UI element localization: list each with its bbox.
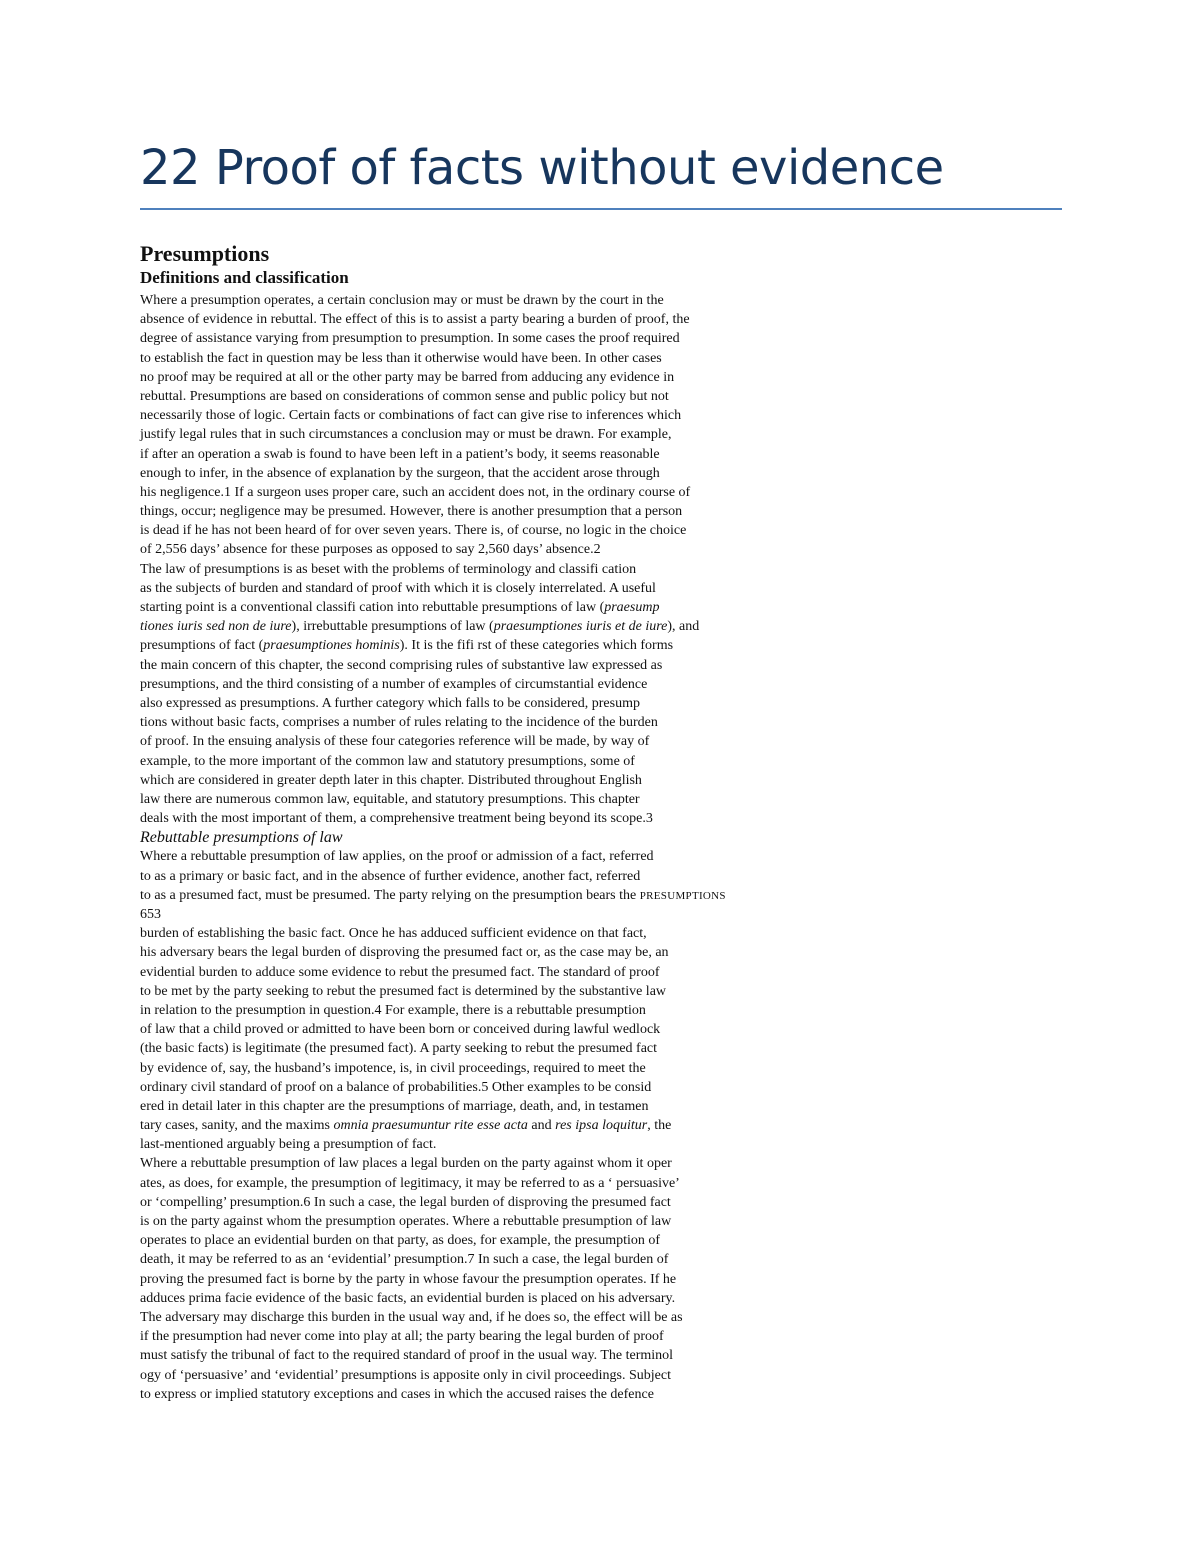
text-line: degree of assistance varying from presumption to presumption. In some cases the proof required [140,331,680,347]
text-line: his adversary bears the legal burden of disproving the presumed fact or, as the case may be, an [140,945,669,961]
text-line: Where a rebuttable presumption of law applies, on the proof or admission of a fact, referred [140,849,654,865]
text-line: things, occur; negligence may be presumed. However, there is another presumption that a person [140,504,683,520]
text-line: to express or implied statutory exceptions and cases in which the accused raises the defence [140,1386,654,1402]
text-line: enough to infer, in the absence of explanation by the surgeon, that the accident arose through [140,465,660,481]
text-line: by evidence of, say, the husband’s impotence, is, in civil proceedings, required to meet the [140,1060,646,1076]
text-line: tiones iuris sed non de iure), irrebuttable presumptions of law (praesumptiones iuris et de iure), and [140,619,700,635]
text-line: no proof may be required at all or the other party may be barred from adducing any evidence in [140,369,675,385]
section-heading: Presumptions [140,241,270,266]
text-line: in relation to the presumption in question.4 For example, there is a rebuttable presumption [140,1002,646,1018]
subheading-rebuttable-presumptions: Rebuttable presumptions of law [140,829,343,847]
text-line: must satisfy the tribunal of fact to the required standard of proof in the usual way. The terminol [140,1348,674,1364]
text-line: ered in detail later in this chapter are the presumptions of marriage, death, and, in testamen [140,1098,649,1114]
text-line: justify legal rules that in such circumstances a conclusion may or must be drawn. For example, [140,427,672,443]
text-line: ordinary civil standard of proof on a balance of probabilities.5 Other examples to be consid [140,1079,652,1095]
text-line: law there are numerous common law, equitable, and statutory presumptions. This chapter [140,791,640,807]
text-line: presumptions of fact (praesumptiones hominis). It is the fifi rst of these categories which forms [140,638,674,654]
page-number: 653 [140,907,161,922]
text-line: example, to the more important of the common law and statutory presumptions, some of [140,753,635,769]
text-line: which are considered in greater depth later in this chapter. Distributed throughout English [140,772,642,788]
text-line: The adversary may discharge this burden in the usual way and, if he does so, the effect will be as [140,1309,683,1325]
text-line: of law that a child proved or admitted to have been born or conceived during lawful wedlock [140,1022,661,1038]
text-line: to as a primary or basic fact, and in the absence of further evidence, another fact, referred [140,868,641,884]
text-line: presumptions, and the third consisting of a number of examples of circumstantial evidence [140,676,648,692]
text-line: tary cases, sanity, and the maxims omnia praesumuntur rite esse acta and res ipsa loquitur, the [140,1118,672,1134]
text-line: ates, as does, for example, the presumption of legitimacy, it may be referred to as a ‘ persuasive’ [140,1175,680,1191]
text-line: starting point is a conventional classifi cation into rebuttable presumptions of law (praesump [140,600,660,615]
text-line: tions without basic facts, comprises a number of rules relating to the incidence of the burden [140,715,658,731]
text-line: death, it may be referred to as an ‘evidential’ presumption.7 In such a case, the legal burden of [140,1252,669,1268]
text-line: if the presumption had never come into play at all; the party bearing the legal burden of proof [140,1329,664,1345]
text-line: adduces prima facie evidence of the basic facts, an evidential burden is placed on his adversary. [140,1290,676,1306]
text-line: evidential burden to adduce some evidence to rebut the presumed fact. The standard of proof [140,964,660,980]
text-line: to be met by the party seeking to rebut the presumed fact is determined by the substantive law [140,983,667,999]
text-line: of 2,556 days’ absence for these purposes as opposed to say 2,560 days’ absence.2 [140,542,601,558]
text-line: as the subjects of burden and standard of proof with which it is closely interrelated. A useful [140,580,656,596]
text-line: or ‘compelling’ presumption.6 In such a case, the legal burden of disproving the presumed fact [140,1194,671,1210]
text-line: is dead if he has not been heard of for over seven years. There is, of course, no logic in the choice [140,523,687,539]
text-line: Where a rebuttable presumption of law places a legal burden on the party against whom it oper [140,1156,672,1172]
text-line: also expressed as presumptions. A further category which falls to be considered, presump [140,695,640,711]
text-line: his negligence.1 If a surgeon uses proper care, such an accident does not, in the ordinary course of [140,484,691,500]
text-line: deals with the most important of them, a comprehensive treatment being beyond its scope.3 [140,811,653,827]
text-line: of proof. In the ensuing analysis of these four categories reference will be made, by way of [140,734,650,750]
text-line: absence of evidence in rebuttal. The effect of this is to assist a party bearing a burden of proof, the [140,312,690,328]
body-text [140,291,860,1404]
text-line: (the basic facts) is legitimate (the presumed fact). A party seeking to rebut the presumed fact [140,1041,658,1057]
chapter-title: 22 Proof of facts without evidence [140,140,944,196]
subsection-heading: Definitions and classification [140,268,349,287]
text-line: to as a presumed fact, must be presumed. The party relying on the presumption bears the PRESUMPTIONS [140,887,726,903]
text-line: burden of establishing the basic fact. Once he has adduced sufficient evidence on that fact, [140,926,647,942]
text-line: to establish the fact in question may be less than it otherwise would have been. In other cases [140,350,662,366]
text-line: the main concern of this chapter, the second comprising rules of substantive law expressed as [140,657,663,673]
text-line: if after an operation a swab is found to have been left in a patient’s body, it seems reasonable [140,446,660,462]
text-line: rebuttal. Presumptions are based on considerations of common sense and public policy but not [140,388,669,404]
text-line: Where a presumption operates, a certain conclusion may or must be drawn by the court in the [140,293,664,308]
text-line: is on the party against whom the presumption operates. Where a rebuttable presumption of law [140,1214,672,1229]
text-line: last-mentioned arguably being a presumption of fact. [140,1137,437,1153]
title-underline [140,208,1062,210]
running-head: PRESUMPTIONS [639,889,726,902]
text-line: operates to place an evidential burden on that party, as does, for example, the presumption of [140,1233,661,1249]
text-line: necessarily those of logic. Certain facts or combinations of fact can give rise to inferences which [140,408,682,424]
text-line: proving the presumed fact is borne by the party in whose favour the presumption operates. If he [140,1271,677,1287]
text-line: The law of presumptions is as beset with the problems of terminology and classifi cation [140,561,637,577]
text-line: ogy of ‘persuasive’ and ‘evidential’ presumptions is apposite only in civil proceedings. Subject [140,1367,671,1383]
